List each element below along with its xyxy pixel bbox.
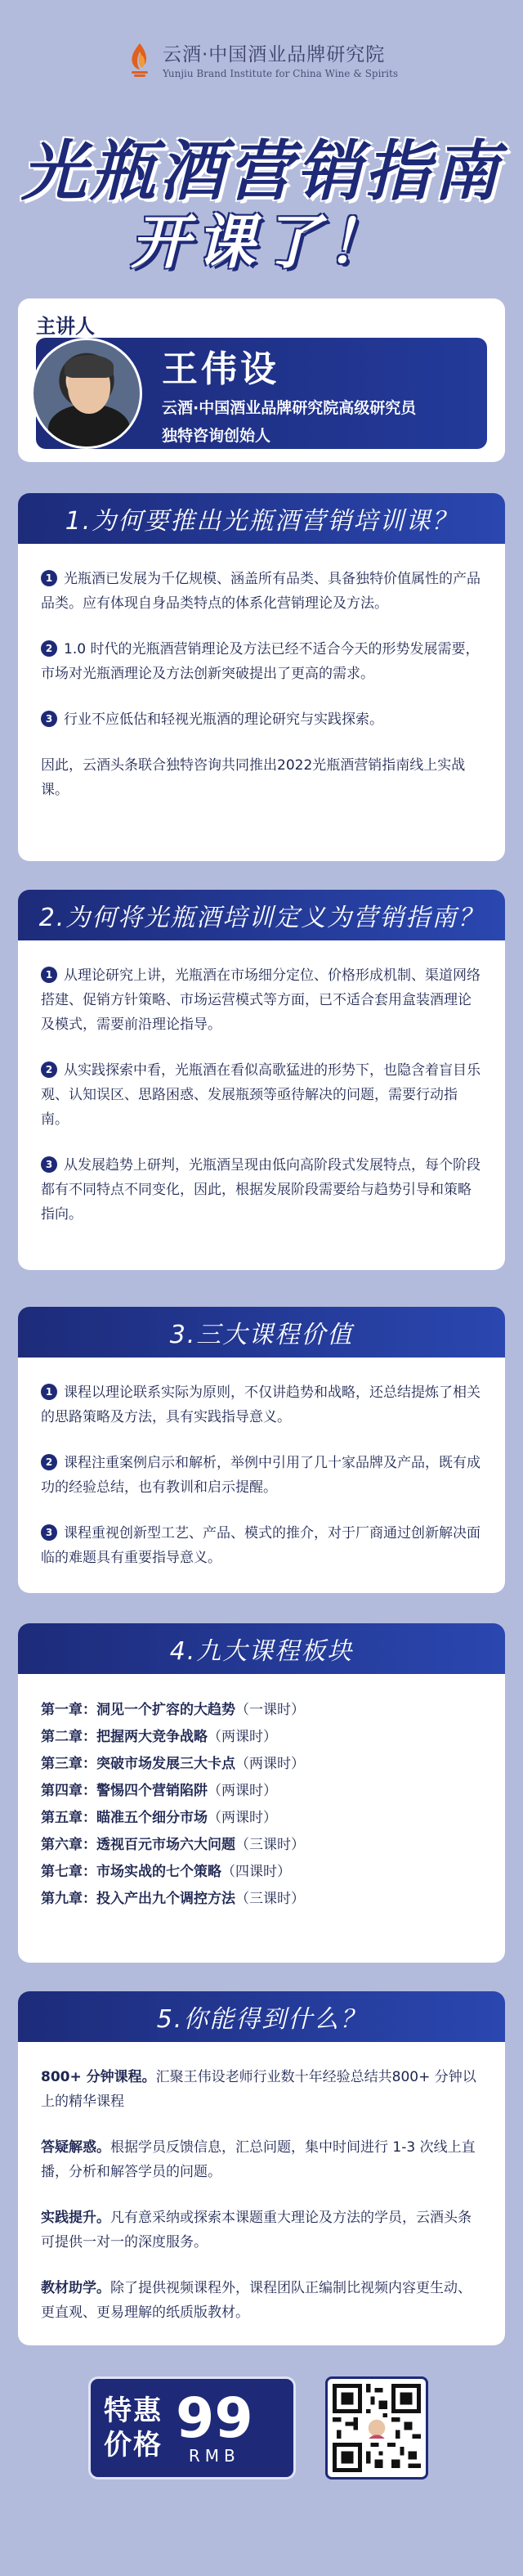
brand-name-en: Yunjiu Brand Institute for China Wine & Spirits <box>162 68 398 79</box>
section-title: 4.九大课程板块 <box>18 1623 505 1674</box>
section-body <box>41 963 482 1248</box>
section-body <box>41 567 482 824</box>
speaker-info <box>162 339 416 447</box>
number-badge: 3 <box>41 711 57 727</box>
hero-subtitle: 开课了！ <box>130 208 392 276</box>
section-title: 1.为何要推出光瓶酒营销培训课？ <box>18 493 505 544</box>
section-title: 2.为何将光瓶酒培训定义为营销指南？ <box>18 890 505 940</box>
number-badge: 1 <box>41 967 57 983</box>
list-item: 3 课程重视创新型工艺、产品、模式的推介，对于厂商通过创新解决面临的难题具有重要指导意义。 <box>41 1525 481 1566</box>
benefit-item: 教材助学。除了提供视频课程外，课程团队正编制比视频内容更生动、更直观、更易理解的纸质版教材。 <box>41 2280 472 2321</box>
brand-text <box>163 39 398 79</box>
section-course-value <box>18 1307 505 1593</box>
section-benefits <box>18 1991 505 2345</box>
qr-code[interactable] <box>325 2376 428 2480</box>
section-body <box>41 1380 482 1591</box>
speaker-avatar <box>31 338 142 449</box>
hero-title: 光瓶酒营销指南 <box>21 133 502 209</box>
price-amount: 99 <box>176 2386 253 2451</box>
chapter-item: 第二章：把握两大竞争战略（两课时） <box>41 1729 277 1745</box>
chapter-item: 第九章：投入产出九个调控方法（三课时） <box>41 1891 305 1907</box>
number-badge: 1 <box>41 1384 57 1400</box>
number-badge: 2 <box>41 1454 57 1470</box>
brand-logo-icon <box>125 42 154 78</box>
brand-name-cn: 云酒·中国酒业品牌研究院 <box>162 44 386 65</box>
price-unit: RMB <box>188 2446 240 2466</box>
list-item: 1 从理论研究上讲，光瓶酒在市场细分定位、价格形成机制、渠道网络搭建、促销方针策略、市场运营模式等方面，已不适合套用盒装酒理论及模式，需要前沿理论指导。 <box>41 967 481 1033</box>
list-item: 3 行业不应低估和轻视光瓶酒的理论研究与实践探索。 <box>41 707 482 732</box>
closing-text: 因此，云酒头条联合独特咨询共同推出2022光瓶酒营销指南线上实战课。 <box>41 757 466 798</box>
section-body <box>41 2065 482 2346</box>
price-box <box>88 2376 296 2480</box>
chapter-item: 第一章：洞见一个扩容的大趋势（一课时） <box>41 1702 305 1718</box>
price-label: 特惠 价格 <box>104 2394 163 2462</box>
chapter-item: 第六章：透视百元市场六大问题（三课时） <box>41 1837 305 1853</box>
speaker-role-1: 云酒·中国酒业品牌研究院高级研究员 <box>162 399 417 417</box>
brand-header <box>0 39 523 79</box>
number-badge: 2 <box>41 1061 57 1078</box>
list-item: 2 1.0 时代的光瓶酒营销理论及方法已经不适合今天的形势发展需要，市场对光瓶酒理论及方法创新突破提出了更高的需求。 <box>41 641 480 682</box>
benefit-item: 实践提升。凡有意采纳或探索本课题重大理论及方法的学员，云酒头条可提供一对一的深度服务。 <box>41 2210 472 2251</box>
number-badge: 3 <box>41 1156 57 1173</box>
chapter-item: 第七章：市场实战的七个策略（四课时） <box>41 1864 291 1880</box>
speaker-card <box>18 298 505 462</box>
number-badge: 2 <box>41 640 57 657</box>
chapter-item: 第三章：突破市场发展三大卡点（两课时） <box>41 1756 305 1772</box>
benefit-item: 800+ 分钟课程。汇聚王伟设老师行业数十年经验总结共800+ 分钟以上的精华课程 <box>41 2069 476 2110</box>
section-chapters <box>18 1623 505 1963</box>
section-title: 3.三大课程价值 <box>18 1307 505 1358</box>
list-item: 1 光瓶酒已发展为千亿规模、涵盖所有品类、具备独特价值属性的产品品类。应有体现自身品类特点的体系化营销理论及方法。 <box>41 571 481 612</box>
chapter-list <box>41 1697 482 1913</box>
chapter-item: 第五章：瞄准五个细分市场（两课时） <box>41 1810 277 1826</box>
list-item: 1 课程以理论联系实际为原则，不仅讲趋势和战略，还总结提炼了相关的思路策略及方法，具有实践指导意义。 <box>41 1384 481 1425</box>
section-why-guide <box>18 890 505 1270</box>
speaker-name: 王伟设 <box>162 348 279 390</box>
speaker-label: 主讲人 <box>36 315 95 338</box>
section-title: 5.你能得到什么？ <box>18 1991 505 2042</box>
benefit-item: 答疑解惑。根据学员反馈信息，汇总问题，集中时间进行 1-3 次线上直播，分析和解答学员的问题。 <box>41 2139 476 2180</box>
speaker-role-2: 独特咨询创始人 <box>162 427 271 445</box>
price-value <box>176 2386 253 2466</box>
chapter-item: 第四章：警惕四个营销陷阱（两课时） <box>41 1783 277 1799</box>
list-item: 3 从发展趋势上研判，光瓶酒呈现由低向高阶段式发展特点，每个阶段都有不同特点不同变化，因此，根据发展阶段需要给与趋势引导和策略指向。 <box>41 1157 481 1223</box>
number-badge: 3 <box>41 1524 57 1541</box>
section-why-course <box>18 493 505 861</box>
speaker-banner <box>36 338 487 449</box>
list-item: 2 从实践探索中看，光瓶酒在看似高歌猛进的形势下，也隐含着盲目乐观、认知误区、思路困惑、发展瓶颈等亟待解决的问题，需要行动指南。 <box>41 1062 481 1128</box>
list-item: 2 课程注重案例启示和解析，举例中引用了几十家品牌及产品，既有成功的经验总结，也有教训和启示提醒。 <box>41 1455 481 1496</box>
number-badge: 1 <box>41 570 57 586</box>
qr-code-icon <box>333 2384 421 2472</box>
